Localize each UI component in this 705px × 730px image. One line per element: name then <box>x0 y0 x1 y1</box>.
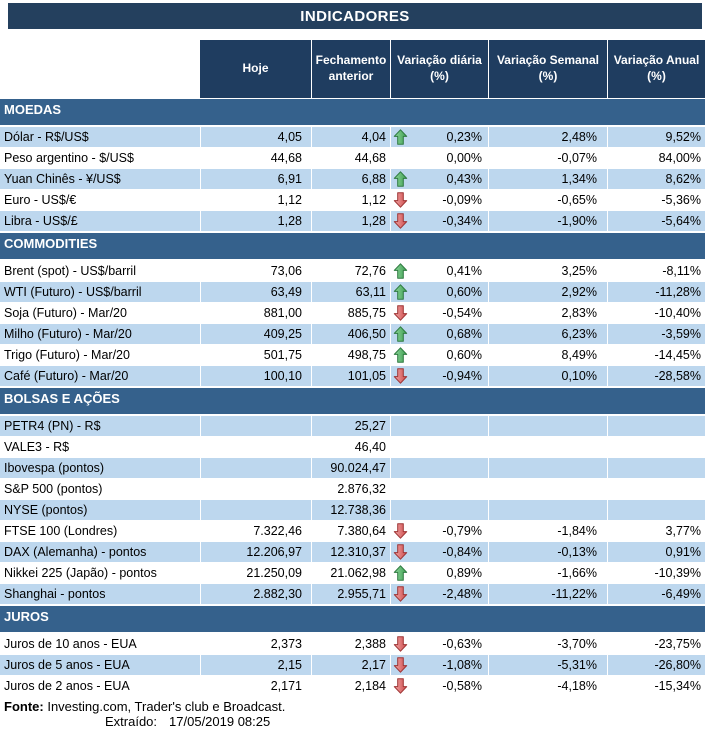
variacao-diaria-value: -0,58% <box>442 679 482 693</box>
variacao-anual-cell: -8,11% <box>607 261 705 281</box>
variacao-semanal-cell: -1,66% <box>488 563 607 583</box>
variacao-diaria-value: 0,60% <box>446 348 482 362</box>
column-header-spacer <box>0 40 200 98</box>
fechamento-anterior-cell: 1,28 <box>311 211 390 231</box>
footer-extracted-value: 17/05/2019 08:25 <box>169 714 271 729</box>
hoje-cell: 1,28 <box>200 211 311 231</box>
trend-arrow-slot <box>393 460 409 476</box>
hoje-cell: 409,25 <box>200 324 311 344</box>
variacao-semanal-cell: -5,31% <box>488 655 607 675</box>
down-arrow-icon <box>393 657 408 673</box>
variacao-anual-cell: 3,77% <box>607 521 705 541</box>
footer-extracted-label: Extraído: <box>105 714 158 729</box>
table-row <box>0 655 705 676</box>
table-row <box>0 127 705 148</box>
trend-arrow-slot <box>393 481 409 497</box>
table-row <box>0 500 705 521</box>
variacao-anual-cell <box>607 416 705 436</box>
fechamento-anterior-cell: 46,40 <box>311 437 390 457</box>
hoje-cell <box>200 500 311 520</box>
variacao-diaria-cell <box>390 437 488 457</box>
variacao-diaria-value: -0,34% <box>442 214 482 228</box>
trend-arrow-slot <box>393 150 409 166</box>
variacao-anual-cell: -6,49% <box>607 584 705 604</box>
variacao-diaria-value: 0,23% <box>446 130 482 144</box>
variacao-semanal-cell: -3,70% <box>488 634 607 654</box>
hoje-cell: 7.322,46 <box>200 521 311 541</box>
table-row <box>0 303 705 324</box>
variacao-diaria-value: 0,00% <box>446 151 482 165</box>
fechamento-anterior-cell: 885,75 <box>311 303 390 323</box>
fechamento-anterior-cell: 1,12 <box>311 190 390 210</box>
footer-source-text: Investing.com, Trader's club e Broadcast. <box>47 699 286 714</box>
trend-arrow-slot <box>393 418 409 434</box>
variacao-anual-cell <box>607 437 705 457</box>
variacao-diaria-cell <box>390 190 488 210</box>
fechamento-anterior-cell: 2.955,71 <box>311 584 390 604</box>
table-row <box>0 437 705 458</box>
down-arrow-icon <box>393 523 408 539</box>
variacao-anual-cell: -28,58% <box>607 366 705 386</box>
table-row <box>0 282 705 303</box>
fechamento-anterior-cell: 63,11 <box>311 282 390 302</box>
indicators-report <box>0 3 705 730</box>
table-column-headers <box>0 40 705 98</box>
variacao-anual-cell: -10,40% <box>607 303 705 323</box>
up-arrow-icon <box>393 129 408 145</box>
variacao-diaria-value: 0,89% <box>446 566 482 580</box>
variacao-diaria-cell <box>390 148 488 168</box>
trend-arrow-slot <box>393 657 409 673</box>
table-row <box>0 521 705 542</box>
column-header-variacao-diaria: Variação diária (%) <box>390 40 488 98</box>
variacao-diaria-cell <box>390 655 488 675</box>
row-label: Peso argentino - $/US$ <box>4 151 134 165</box>
hoje-cell: 2,171 <box>200 676 311 696</box>
fechamento-anterior-cell: 21.062,98 <box>311 563 390 583</box>
fechamento-anterior-cell: 72,76 <box>311 261 390 281</box>
row-label: WTI (Futuro) - US$/barril <box>4 285 142 299</box>
variacao-diaria-cell <box>390 282 488 302</box>
variacao-diaria-cell <box>390 303 488 323</box>
variacao-diaria-value: -1,08% <box>442 658 482 672</box>
table-row <box>0 261 705 282</box>
variacao-anual-cell: -3,59% <box>607 324 705 344</box>
variacao-diaria-cell <box>390 542 488 562</box>
variacao-semanal-cell: 6,23% <box>488 324 607 344</box>
hoje-cell: 44,68 <box>200 148 311 168</box>
up-arrow-icon <box>393 263 408 279</box>
table-row <box>0 324 705 345</box>
variacao-anual-cell <box>607 458 705 478</box>
table-body <box>0 99 705 697</box>
hoje-cell: 100,10 <box>200 366 311 386</box>
variacao-diaria-cell <box>390 169 488 189</box>
variacao-diaria-value: 0,43% <box>446 172 482 186</box>
variacao-semanal-cell: -1,84% <box>488 521 607 541</box>
trend-arrow-slot <box>393 636 409 652</box>
row-label: S&P 500 (pontos) <box>4 482 103 496</box>
variacao-anual-cell: 84,00% <box>607 148 705 168</box>
variacao-diaria-cell <box>390 584 488 604</box>
hoje-cell: 73,06 <box>200 261 311 281</box>
column-header-variacao-semanal: Variação Semanal (%) <box>488 40 607 98</box>
table-row <box>0 211 705 232</box>
up-arrow-icon <box>393 326 408 342</box>
hoje-cell: 6,91 <box>200 169 311 189</box>
down-arrow-icon <box>393 678 408 694</box>
fechamento-anterior-cell: 2,388 <box>311 634 390 654</box>
variacao-anual-cell: -10,39% <box>607 563 705 583</box>
row-label: DAX (Alemanha) - pontos <box>4 545 147 559</box>
variacao-semanal-cell: -0,65% <box>488 190 607 210</box>
variacao-anual-cell: -23,75% <box>607 634 705 654</box>
row-label: Trigo (Futuro) - Mar/20 <box>4 348 130 362</box>
row-label: Juros de 2 anos - EUA <box>4 679 130 693</box>
variacao-diaria-cell <box>390 416 488 436</box>
variacao-diaria-value: -0,79% <box>442 524 482 538</box>
trend-arrow-slot <box>393 523 409 539</box>
footer <box>0 699 705 729</box>
fechamento-anterior-cell: 2.876,32 <box>311 479 390 499</box>
down-arrow-icon <box>393 368 408 384</box>
row-label: Nikkei 225 (Japão) - pontos <box>4 566 157 580</box>
row-label: Brent (spot) - US$/barril <box>4 264 136 278</box>
row-label: FTSE 100 (Londres) <box>4 524 118 538</box>
table-row <box>0 584 705 605</box>
fechamento-anterior-cell: 12.738,36 <box>311 500 390 520</box>
down-arrow-icon <box>393 213 408 229</box>
hoje-cell: 881,00 <box>200 303 311 323</box>
variacao-anual-cell: 0,91% <box>607 542 705 562</box>
page-title-text: INDICADORES <box>300 7 410 25</box>
variacao-semanal-cell <box>488 437 607 457</box>
fechamento-anterior-cell: 6,88 <box>311 169 390 189</box>
variacao-diaria-value: -0,09% <box>442 193 482 207</box>
variacao-diaria-cell <box>390 563 488 583</box>
section-header <box>0 388 705 414</box>
row-label: Juros de 10 anos - EUA <box>4 637 137 651</box>
variacao-semanal-cell <box>488 458 607 478</box>
fechamento-anterior-cell: 7.380,64 <box>311 521 390 541</box>
variacao-anual-cell: -26,80% <box>607 655 705 675</box>
row-label: Libra - US$/£ <box>4 214 78 228</box>
down-arrow-icon <box>393 586 408 602</box>
variacao-diaria-value: -0,63% <box>442 637 482 651</box>
down-arrow-icon <box>393 192 408 208</box>
variacao-anual-cell <box>607 479 705 499</box>
trend-arrow-slot <box>393 263 409 279</box>
up-arrow-icon <box>393 347 408 363</box>
row-label: Euro - US$/€ <box>4 193 77 207</box>
row-label: Dólar - R$/US$ <box>4 130 89 144</box>
variacao-semanal-cell: 0,10% <box>488 366 607 386</box>
hoje-cell: 2,15 <box>200 655 311 675</box>
down-arrow-icon <box>393 305 408 321</box>
fechamento-anterior-cell: 101,05 <box>311 366 390 386</box>
row-label: Café (Futuro) - Mar/20 <box>4 369 129 383</box>
variacao-diaria-cell <box>390 366 488 386</box>
section-label: JUROS <box>4 609 49 624</box>
row-label: Juros de 5 anos - EUA <box>4 658 130 672</box>
table-row <box>0 416 705 437</box>
trend-arrow-slot <box>393 544 409 560</box>
row-label: Shanghai - pontos <box>4 587 106 601</box>
variacao-anual-cell <box>607 500 705 520</box>
table-row <box>0 634 705 655</box>
row-label: NYSE (pontos) <box>4 503 88 517</box>
variacao-diaria-cell <box>390 345 488 365</box>
hoje-cell: 12.206,97 <box>200 542 311 562</box>
variacao-semanal-cell: -1,90% <box>488 211 607 231</box>
fechamento-anterior-cell: 12.310,37 <box>311 542 390 562</box>
variacao-semanal-cell: -4,18% <box>488 676 607 696</box>
table-row <box>0 542 705 563</box>
variacao-anual-cell: -5,64% <box>607 211 705 231</box>
variacao-semanal-cell <box>488 416 607 436</box>
hoje-cell <box>200 458 311 478</box>
hoje-cell: 21.250,09 <box>200 563 311 583</box>
down-arrow-icon <box>393 544 408 560</box>
variacao-diaria-value: -0,84% <box>442 545 482 559</box>
variacao-semanal-cell <box>488 479 607 499</box>
trend-arrow-slot <box>393 284 409 300</box>
hoje-cell <box>200 416 311 436</box>
hoje-cell <box>200 437 311 457</box>
table-row <box>0 563 705 584</box>
variacao-anual-cell: 9,52% <box>607 127 705 147</box>
row-label: Milho (Futuro) - Mar/20 <box>4 327 132 341</box>
trend-arrow-slot <box>393 502 409 518</box>
trend-arrow-slot <box>393 678 409 694</box>
section-label: BOLSAS E AÇÕES <box>4 391 120 406</box>
hoje-cell: 1,12 <box>200 190 311 210</box>
fechamento-anterior-cell: 44,68 <box>311 148 390 168</box>
section-header <box>0 99 705 125</box>
column-header-fechamento-anterior: Fechamento anterior <box>311 40 390 98</box>
down-arrow-icon <box>393 636 408 652</box>
table-row <box>0 169 705 190</box>
up-arrow-icon <box>393 565 408 581</box>
hoje-cell: 4,05 <box>200 127 311 147</box>
variacao-semanal-cell: 2,83% <box>488 303 607 323</box>
variacao-anual-cell: -5,36% <box>607 190 705 210</box>
up-arrow-icon <box>393 284 408 300</box>
variacao-diaria-cell <box>390 521 488 541</box>
variacao-anual-cell: -14,45% <box>607 345 705 365</box>
variacao-diaria-value: 0,41% <box>446 264 482 278</box>
table-row <box>0 148 705 169</box>
variacao-diaria-cell <box>390 634 488 654</box>
trend-arrow-slot <box>393 213 409 229</box>
fechamento-anterior-cell: 4,04 <box>311 127 390 147</box>
variacao-semanal-cell: 2,92% <box>488 282 607 302</box>
variacao-anual-cell: 8,62% <box>607 169 705 189</box>
trend-arrow-slot <box>393 326 409 342</box>
fechamento-anterior-cell: 406,50 <box>311 324 390 344</box>
section-header <box>0 233 705 259</box>
fechamento-anterior-cell: 25,27 <box>311 416 390 436</box>
trend-arrow-slot <box>393 305 409 321</box>
table-row <box>0 479 705 500</box>
variacao-diaria-cell <box>390 211 488 231</box>
variacao-semanal-cell: -11,22% <box>488 584 607 604</box>
hoje-cell: 2.882,30 <box>200 584 311 604</box>
trend-arrow-slot <box>393 347 409 363</box>
variacao-anual-cell: -11,28% <box>607 282 705 302</box>
variacao-semanal-cell <box>488 500 607 520</box>
trend-arrow-slot <box>393 192 409 208</box>
variacao-diaria-value: -0,54% <box>442 306 482 320</box>
variacao-diaria-value: -2,48% <box>442 587 482 601</box>
section-label: COMMODITIES <box>4 236 98 251</box>
variacao-diaria-value: 0,60% <box>446 285 482 299</box>
trend-arrow-slot <box>393 565 409 581</box>
variacao-diaria-cell <box>390 676 488 696</box>
trend-arrow-slot <box>393 586 409 602</box>
table-row <box>0 190 705 211</box>
trend-arrow-slot <box>393 439 409 455</box>
section-header <box>0 606 705 632</box>
fechamento-anterior-cell: 498,75 <box>311 345 390 365</box>
row-label: Ibovespa (pontos) <box>4 461 105 475</box>
hoje-cell: 63,49 <box>200 282 311 302</box>
fechamento-anterior-cell: 2,17 <box>311 655 390 675</box>
row-label: PETR4 (PN) - R$ <box>4 419 101 433</box>
hoje-cell <box>200 479 311 499</box>
variacao-diaria-value: -0,94% <box>442 369 482 383</box>
variacao-diaria-cell <box>390 500 488 520</box>
trend-arrow-slot <box>393 171 409 187</box>
variacao-semanal-cell: 1,34% <box>488 169 607 189</box>
variacao-semanal-cell: 8,49% <box>488 345 607 365</box>
row-label: Soja (Futuro) - Mar/20 <box>4 306 127 320</box>
hoje-cell: 2,373 <box>200 634 311 654</box>
page-title <box>8 3 702 29</box>
row-label: VALE3 - R$ <box>4 440 70 454</box>
variacao-semanal-cell: 2,48% <box>488 127 607 147</box>
row-label: Yuan Chinês - ¥/US$ <box>4 172 121 186</box>
variacao-diaria-cell <box>390 127 488 147</box>
variacao-semanal-cell: -0,13% <box>488 542 607 562</box>
table-row <box>0 345 705 366</box>
table-row <box>0 366 705 387</box>
variacao-semanal-cell: -0,07% <box>488 148 607 168</box>
up-arrow-icon <box>393 171 408 187</box>
trend-arrow-slot <box>393 368 409 384</box>
variacao-diaria-cell <box>390 261 488 281</box>
variacao-diaria-value: 0,68% <box>446 327 482 341</box>
variacao-anual-cell: -15,34% <box>607 676 705 696</box>
hoje-cell: 501,75 <box>200 345 311 365</box>
table-row <box>0 458 705 479</box>
footer-source-label: Fonte: <box>4 699 44 714</box>
variacao-diaria-cell <box>390 479 488 499</box>
variacao-diaria-cell <box>390 458 488 478</box>
fechamento-anterior-cell: 2,184 <box>311 676 390 696</box>
trend-arrow-slot <box>393 129 409 145</box>
footer-source <box>0 699 705 714</box>
fechamento-anterior-cell: 90.024,47 <box>311 458 390 478</box>
variacao-semanal-cell: 3,25% <box>488 261 607 281</box>
table-row <box>0 676 705 697</box>
variacao-diaria-cell <box>390 324 488 344</box>
column-header-variacao-anual: Variação Anual (%) <box>607 40 705 98</box>
section-label: MOEDAS <box>4 102 62 117</box>
column-header-hoje: Hoje <box>200 40 311 98</box>
